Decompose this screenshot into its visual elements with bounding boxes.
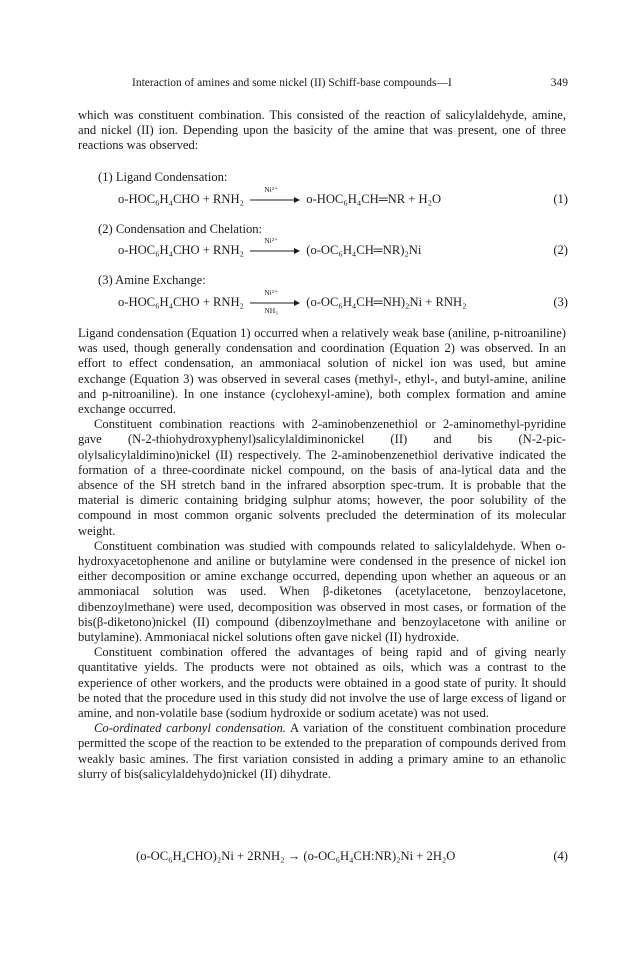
header-title: Interaction of amines and some nickel (II) Schiff-base compounds—I [132, 77, 452, 89]
reaction-3-number: (3) [553, 295, 568, 309]
intro-text: which was constituent combination. This consisted of the reaction of salicylaldehyde, amine, and nickel (II) ion. Depending upon the basicity of the amine that was present, one of three reactions was observed: [78, 108, 566, 153]
intro-paragraph [78, 108, 566, 154]
reaction-2-equation [118, 236, 568, 258]
reaction-arrow-3 [250, 288, 300, 316]
reaction-1-label: (1) Ligand Condensation: [98, 170, 228, 184]
reaction-2-label: (2) Condensation and Chelation: [98, 222, 263, 236]
main-body [78, 326, 566, 782]
page-number: 349 [550, 77, 568, 89]
paragraph-ligand-condensation: Ligand condensation (Equation 1) occurred when a relatively weak base (aniline, p-nitroaniline) was used, though generally condensation and coordination (Equation 2) was observed. In an effort to effect condensation, an ammoniacal solution of nickel ion was used, but amine exchange (Equation 3) was observed in several cases (methyl-, ethyl-, and butyl-amine, aniline and p-nitroaniline). In one instance (cyclohexyl-amine), both complex formation and amine exchange occurred. [78, 326, 566, 417]
paragraph-coordinated-carbonyl [78, 721, 566, 782]
equation-4-number: (4) [553, 849, 568, 863]
paragraph-constituent-reactions: Constituent combination reactions with 2-aminobenzenethiol or 2-aminomethyl-pyridine gave (N-2-thiohydroxyphenyl)salicylaldiminonickel (II) and bis (N-2-pic-olylsalicylaldimino)nickel (II) respectively. The 2-aminobenzenethiol derivative indicated the formation of a three-coordinate nickel compound, on the basis of ana-lytical data and the absence of the SH stretch band in the infrared absorption spec-trum. It is probable that the material is dimeric containing bridging sulphur atoms; however, the poor solubility of the compound in most common organic solvents precluded the determination of its molecular weight. [78, 417, 566, 538]
section-heading: Co-ordinated carbonyl condensation. [94, 721, 286, 736]
reaction-1-catalyst: Ni²⁺ [264, 185, 278, 195]
paragraph-coordinated-carbonyl-text: A variation of the constituent combination procedure permitted the scope of the reaction to be extended to the preparation of compounds derived from weakly basic amines. The first variation consisted in adding a primary amine to an ethanolic slurry of bis(salicylaldehydo)nickel (II) dihydrate. [78, 721, 566, 781]
reaction-3-rhs: (o-OC₆H₄CH═NH)₂Ni + RNH₂ [306, 295, 467, 309]
reaction-2-lhs: o-HOC₆H₄CHO + RNH₂ [118, 243, 244, 257]
equation-4 [136, 848, 568, 864]
reaction-3-label: (3) Amine Exchange: [98, 273, 206, 287]
running-header [132, 76, 568, 90]
reaction-1-equation [118, 185, 568, 207]
reaction-1-lhs: o-HOC₆H₄CHO + RNH₂ [118, 192, 244, 206]
equation-4-arrow: → [287, 849, 304, 863]
reaction-2-number: (2) [553, 243, 568, 257]
paragraph-related-compounds: Constituent combination was studied with compounds related to salicylaldehyde. When o-hydroxyacetophenone and aniline or butylamine were condensed in the presence of nickel ion either decomposition or amine exchange occurred, depending upon whether an aqueous or an ammoniacal solution was used. When β-diketones (acetylacetone, benzoylacetone, dibenzoylmethane) were used, decomposition was observed in most cases, or formation of the bis(β-diketono)nickel (II) compound (dibenzoylmethane and benzoylacetone with aniline or butylamine). Ammoniacal nickel solutions often gave nickel (II) hydroxide. [78, 538, 566, 645]
arrow-icon [250, 246, 300, 256]
reaction-arrow-2 [250, 236, 300, 256]
reaction-arrow-1 [250, 185, 300, 205]
equation-4-lhs: (o-OC₆H₄CHO)₂Ni + 2RNH₂ [136, 849, 285, 863]
reaction-3-lhs: o-HOC₆H₄CHO + RNH₂ [118, 295, 244, 309]
reaction-3-equation [118, 288, 568, 316]
equation-4-rhs: (o-OC₆H₄CH:NR)₂Ni + 2H₂O [303, 849, 456, 863]
paragraph-advantages: Constituent combination offered the advantages of being rapid and of giving nearly quantitative yields. The products were not obtained as oils, which was a contrast to the experience of other workers, and the products were obtained in a good state of purity. It should be noted that the procedure used in this study did not involve the use of large excess of ligand or amine, and non-volatile base (sodium hydroxide or sodium acetate) was not used. [78, 645, 566, 721]
reaction-3-reagent: NH₃ [264, 306, 278, 316]
reaction-2-rhs: (o-OC₆H₄CH═NR)₂Ni [306, 243, 422, 257]
arrow-icon [250, 195, 300, 205]
reaction-3-catalyst: Ni²⁺ [264, 288, 278, 298]
reaction-1-number: (1) [553, 192, 568, 206]
reaction-1-rhs: o-HOC₆H₄CH═NR + H₂O [306, 192, 442, 206]
reaction-2-catalyst: Ni²⁺ [264, 236, 278, 246]
